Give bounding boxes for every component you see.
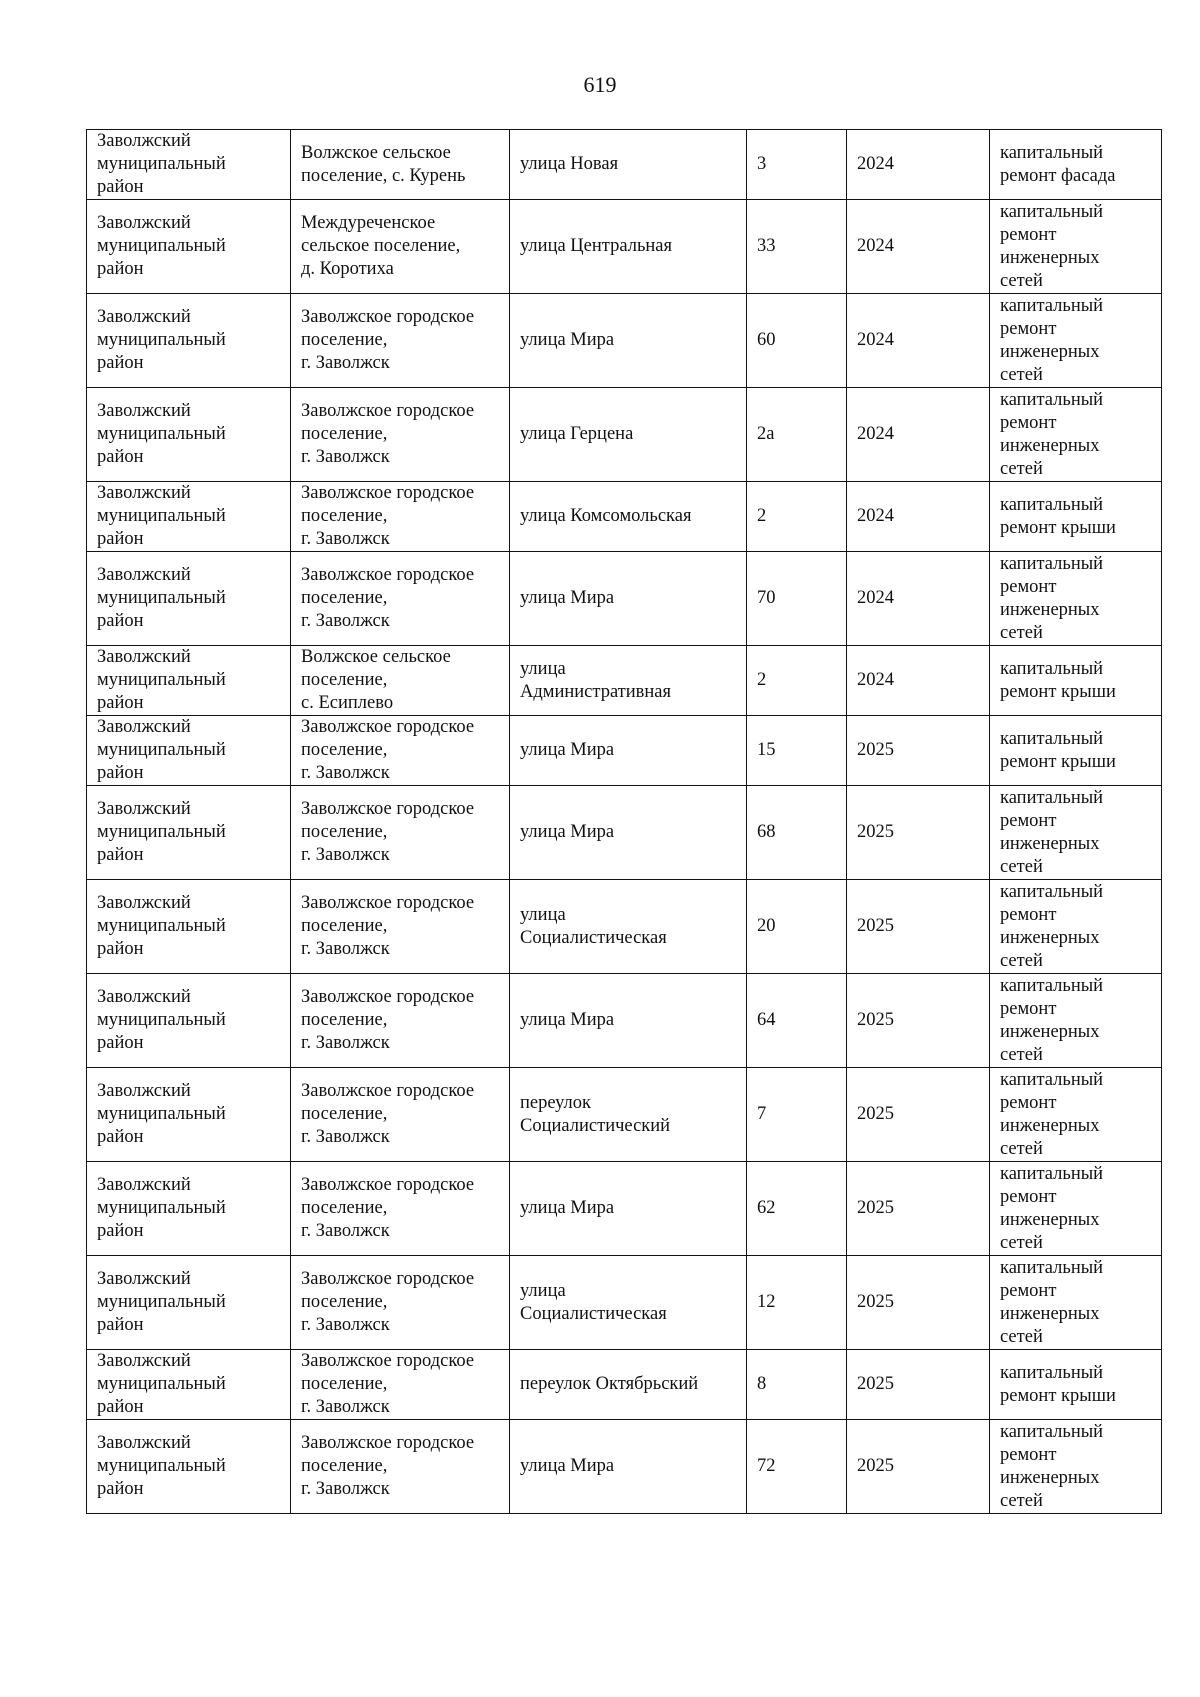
street-cell [510,646,747,716]
district-line: муниципальный [97,154,226,174]
work-type-cell [990,1256,1162,1350]
work-type-line: ремонт [1000,810,1057,831]
settlement-cell [291,294,510,388]
work-type-line: капитальный [1000,881,1104,902]
settlement-cell [291,552,510,646]
settlement-line: Волжское сельское [301,142,451,163]
settlement-line: г. Заволжск [301,1221,390,1241]
work-type-cell [990,1420,1162,1514]
district-line: муниципальный [97,330,226,350]
work-type-line: сетей [1000,622,1043,643]
settlement-line: поселение, [301,822,388,842]
street-cell [510,880,747,974]
year-cell: 2024 [847,552,990,646]
street-line: Социалистическая [520,927,667,948]
settlement-line: г. Заволжск [301,1033,390,1053]
settlement-line: с. Есиплево [301,693,394,713]
work-type-line: сетей [1000,1490,1043,1511]
street-line: переулок [520,1092,592,1113]
table-body [87,130,1162,1514]
district-line: район [97,611,144,631]
work-type-line: сетей [1000,1044,1043,1065]
settlement-line: г. Заволжск [301,447,390,467]
work-type-line: сетей [1000,1326,1043,1347]
work-type-line: капитальный [1000,494,1104,515]
street-cell [510,974,747,1068]
settlement-cell [291,716,510,786]
house-number-cell: 7 [747,1068,847,1162]
table-row [87,880,1162,974]
year-cell: 2024 [847,482,990,552]
district-line: Заволжский [97,987,191,1007]
street-line: улица Мира [520,1010,615,1030]
work-type-line: инженерных [1000,1467,1100,1488]
settlement-line: Заволжское городское [301,893,475,913]
year-cell: 2025 [847,716,990,786]
settlement-line: Заволжское городское [301,401,475,421]
year-cell: 2025 [847,1162,990,1256]
settlement-cell [291,1350,510,1420]
work-type-line: ремонт крыши [1000,1385,1116,1406]
work-type-line: ремонт [1000,1280,1057,1301]
work-type-line: ремонт [1000,412,1057,433]
street-cell [510,1420,747,1514]
street-cell [510,716,747,786]
settlement-cell [291,646,510,716]
street-line: улица Мира [520,740,615,760]
district-cell [87,1162,291,1256]
year-cell: 2024 [847,130,990,200]
house-number-cell: 68 [747,786,847,880]
settlement-line: Заволжское городское [301,717,475,737]
settlement-cell [291,1068,510,1162]
house-number-cell: 70 [747,552,847,646]
settlement-line: Заволжское городское [301,1175,475,1195]
settlement-line: Волжское сельское [301,647,451,667]
district-line: Заволжский [97,1269,191,1289]
work-type-line: ремонт [1000,318,1057,339]
house-number-cell: 20 [747,880,847,974]
street-cell [510,1350,747,1420]
work-type-line: сетей [1000,1138,1043,1159]
year-cell: 2024 [847,388,990,482]
settlement-line: Заволжское городское [301,1081,475,1101]
district-line: муниципальный [97,1010,226,1030]
settlement-line: Заволжское городское [301,307,475,327]
work-type-line: капитальный [1000,142,1104,163]
settlement-line: поселение, [301,506,388,526]
district-line: район [97,1033,144,1053]
house-number-cell: 2а [747,388,847,482]
district-line: район [97,1315,144,1335]
district-line: Заволжский [97,401,191,421]
work-type-line: инженерных [1000,833,1100,854]
district-line: Заволжский [97,647,191,667]
settlement-line: сельское поселение, [301,236,461,256]
street-line: улица Комсомольская [520,506,692,526]
district-line: Заволжский [97,565,191,585]
settlement-line: д. Коротиха [301,259,394,279]
district-line: муниципальный [97,424,226,444]
work-type-line: сетей [1000,270,1043,291]
work-type-line: капитальный [1000,728,1104,749]
district-line: муниципальный [97,1456,226,1476]
settlement-line: Заволжское городское [301,799,475,819]
district-cell [87,388,291,482]
work-type-cell [990,716,1162,786]
work-type-line: сетей [1000,364,1043,385]
work-type-line: капитальный [1000,1069,1104,1090]
work-type-line: сетей [1000,856,1043,877]
house-number-cell: 12 [747,1256,847,1350]
district-line: район [97,845,144,865]
settlement-line: г. Заволжск [301,763,390,783]
table-row [87,1350,1162,1420]
table-row [87,200,1162,294]
street-line: улица [520,904,566,925]
district-cell [87,880,291,974]
street-line: улица Мира [520,330,615,350]
work-type-cell [990,294,1162,388]
settlement-line: поселение, [301,1104,388,1124]
district-cell [87,1420,291,1514]
work-type-line: ремонт [1000,1186,1057,1207]
street-cell [510,1256,747,1350]
table-row [87,552,1162,646]
settlement-line: поселение, [301,1010,388,1030]
street-line: Административная [520,681,672,702]
repair-schedule-table [86,129,1162,1514]
district-line: Заволжский [97,1081,191,1101]
year-cell: 2024 [847,200,990,294]
page-number: 619 [583,72,617,97]
work-type-line: ремонт [1000,904,1057,925]
district-line: муниципальный [97,1292,226,1312]
district-cell [87,482,291,552]
street-cell [510,786,747,880]
table-row [87,974,1162,1068]
district-line: Заволжский [97,717,191,737]
district-cell [87,646,291,716]
street-line: улица [520,658,566,679]
table-row [87,786,1162,880]
settlement-line: г. Заволжск [301,1479,390,1499]
district-line: район [97,1479,144,1499]
work-type-line: ремонт крыши [1000,681,1116,702]
street-line: улица Герцена [520,424,634,444]
street-line: Социалистическая [520,1303,667,1324]
district-line: муниципальный [97,236,226,256]
house-number-cell: 2 [747,646,847,716]
house-number-cell: 60 [747,294,847,388]
work-type-cell [990,880,1162,974]
street-cell [510,388,747,482]
work-type-line: ремонт [1000,1444,1057,1465]
table-row [87,388,1162,482]
table-row [87,716,1162,786]
year-cell: 2025 [847,1068,990,1162]
settlement-cell [291,1420,510,1514]
settlement-line: поселение, [301,670,388,690]
settlement-line: поселение, [301,1374,388,1394]
settlement-line: поселение, с. Курень [301,165,466,186]
settlement-line: поселение, [301,588,388,608]
work-type-line: капитальный [1000,1257,1104,1278]
settlement-cell [291,974,510,1068]
work-type-line: инженерных [1000,1209,1100,1230]
work-type-line: сетей [1000,950,1043,971]
work-type-line: инженерных [1000,247,1100,268]
street-line: улица Мира [520,1198,615,1218]
district-line: муниципальный [97,1104,226,1124]
work-type-line: сетей [1000,1232,1043,1253]
work-type-line: капитальный [1000,787,1104,808]
district-line: Заволжский [97,1351,191,1371]
table-row [87,294,1162,388]
district-cell [87,294,291,388]
work-type-line: ремонт фасада [1000,165,1116,186]
district-cell [87,552,291,646]
street-cell [510,482,747,552]
work-type-line: капитальный [1000,553,1104,574]
settlement-line: Междуреченское [301,213,436,233]
settlement-cell [291,130,510,200]
street-cell [510,1068,747,1162]
settlement-line: г. Заволжск [301,529,390,549]
settlement-line: поселение, [301,330,388,350]
district-line: муниципальный [97,506,226,526]
street-line: Социалистический [520,1115,671,1136]
street-line: переулок Октябрьский [520,1374,699,1394]
work-type-cell [990,1162,1162,1256]
district-cell [87,716,291,786]
table-row [87,646,1162,716]
settlement-line: Заволжское городское [301,565,475,585]
street-line: улица Мира [520,1456,615,1476]
work-type-line: сетей [1000,458,1043,479]
settlement-line: г. Заволжск [301,1315,390,1335]
work-type-line: инженерных [1000,1021,1100,1042]
district-line: Заволжский [97,131,191,151]
house-number-cell: 33 [747,200,847,294]
house-number-cell: 62 [747,1162,847,1256]
work-type-line: инженерных [1000,927,1100,948]
district-cell [87,974,291,1068]
settlement-line: Заволжское городское [301,1433,475,1453]
district-line: Заволжский [97,307,191,327]
year-cell: 2025 [847,974,990,1068]
work-type-cell [990,388,1162,482]
district-line: муниципальный [97,740,226,760]
settlement-cell [291,482,510,552]
work-type-line: инженерных [1000,1115,1100,1136]
settlement-line: г. Заволжск [301,1397,390,1417]
district-line: район [97,529,144,549]
work-type-line: капитальный [1000,1362,1104,1383]
house-number-cell: 15 [747,716,847,786]
street-line: улица Мира [520,588,615,608]
table-row [87,1420,1162,1514]
settlement-line: Заволжское городское [301,1351,475,1371]
work-type-line: ремонт [1000,576,1057,597]
street-line: улица Новая [520,154,619,174]
street-cell [510,1162,747,1256]
street-line: улица Мира [520,822,615,842]
work-type-line: ремонт [1000,224,1057,245]
district-line: Заволжский [97,893,191,913]
work-type-line: ремонт [1000,1092,1057,1113]
district-cell [87,200,291,294]
district-line: район [97,447,144,467]
work-type-cell [990,646,1162,716]
district-line: Заволжский [97,213,191,233]
district-cell [87,130,291,200]
settlement-line: поселение, [301,740,388,760]
settlement-cell [291,786,510,880]
district-line: район [97,693,144,713]
work-type-cell [990,1350,1162,1420]
settlement-line: Заволжское городское [301,1269,475,1289]
settlement-line: поселение, [301,1292,388,1312]
district-line: район [97,259,144,279]
district-line: район [97,1221,144,1241]
table-row [87,482,1162,552]
settlement-line: г. Заволжск [301,845,390,865]
house-number-cell: 64 [747,974,847,1068]
district-line: муниципальный [97,1374,226,1394]
settlement-line: Заволжское городское [301,987,475,1007]
work-type-line: ремонт крыши [1000,751,1116,772]
district-line: Заволжский [97,799,191,819]
district-line: Заволжский [97,1433,191,1453]
work-type-line: капитальный [1000,389,1104,410]
work-type-cell [990,974,1162,1068]
work-type-line: капитальный [1000,1163,1104,1184]
year-cell: 2025 [847,1420,990,1514]
year-cell: 2024 [847,646,990,716]
house-number-cell: 3 [747,130,847,200]
house-number-cell: 72 [747,1420,847,1514]
settlement-cell [291,1256,510,1350]
settlement-cell [291,200,510,294]
settlement-line: Заволжское городское [301,483,475,503]
district-line: муниципальный [97,1198,226,1218]
street-line: улица Центральная [520,236,673,256]
settlement-line: поселение, [301,1198,388,1218]
street-cell [510,294,747,388]
district-cell [87,786,291,880]
street-cell [510,130,747,200]
work-type-cell [990,200,1162,294]
work-type-line: капитальный [1000,201,1104,222]
work-type-cell [990,552,1162,646]
table-row [87,1068,1162,1162]
district-cell [87,1068,291,1162]
year-cell: 2025 [847,1256,990,1350]
settlement-cell [291,388,510,482]
work-type-line: капитальный [1000,295,1104,316]
work-type-line: ремонт крыши [1000,517,1116,538]
district-line: муниципальный [97,588,226,608]
street-cell [510,200,747,294]
work-type-line: ремонт [1000,998,1057,1019]
work-type-line: капитальный [1000,1421,1104,1442]
year-cell: 2024 [847,294,990,388]
district-line: район [97,177,144,197]
settlement-line: г. Заволжск [301,353,390,373]
district-line: район [97,1127,144,1147]
district-cell [87,1256,291,1350]
settlement-line: поселение, [301,1456,388,1476]
district-line: Заволжский [97,1175,191,1195]
settlement-line: поселение, [301,424,388,444]
settlement-line: г. Заволжск [301,1127,390,1147]
street-line: улица [520,1280,566,1301]
district-cell [87,1350,291,1420]
work-type-line: капитальный [1000,975,1104,996]
work-type-cell [990,786,1162,880]
table-row [87,1162,1162,1256]
settlement-line: г. Заволжск [301,939,390,959]
work-type-cell [990,130,1162,200]
work-type-line: инженерных [1000,599,1100,620]
work-type-line: инженерных [1000,341,1100,362]
district-line: район [97,353,144,373]
year-cell: 2025 [847,1350,990,1420]
year-cell: 2025 [847,880,990,974]
district-line: район [97,939,144,959]
house-number-cell: 2 [747,482,847,552]
work-type-line: капитальный [1000,658,1104,679]
work-type-cell [990,482,1162,552]
work-type-line: инженерных [1000,435,1100,456]
street-cell [510,552,747,646]
settlement-cell [291,1162,510,1256]
table-row [87,130,1162,200]
district-line: район [97,1397,144,1417]
district-line: район [97,763,144,783]
table-row [87,1256,1162,1350]
work-type-line: инженерных [1000,1303,1100,1324]
year-cell: 2025 [847,786,990,880]
settlement-line: поселение, [301,916,388,936]
district-line: муниципальный [97,670,226,690]
settlement-line: г. Заволжск [301,611,390,631]
district-line: Заволжский [97,483,191,503]
district-line: муниципальный [97,916,226,936]
district-line: муниципальный [97,822,226,842]
settlement-cell [291,880,510,974]
work-type-cell [990,1068,1162,1162]
house-number-cell: 8 [747,1350,847,1420]
